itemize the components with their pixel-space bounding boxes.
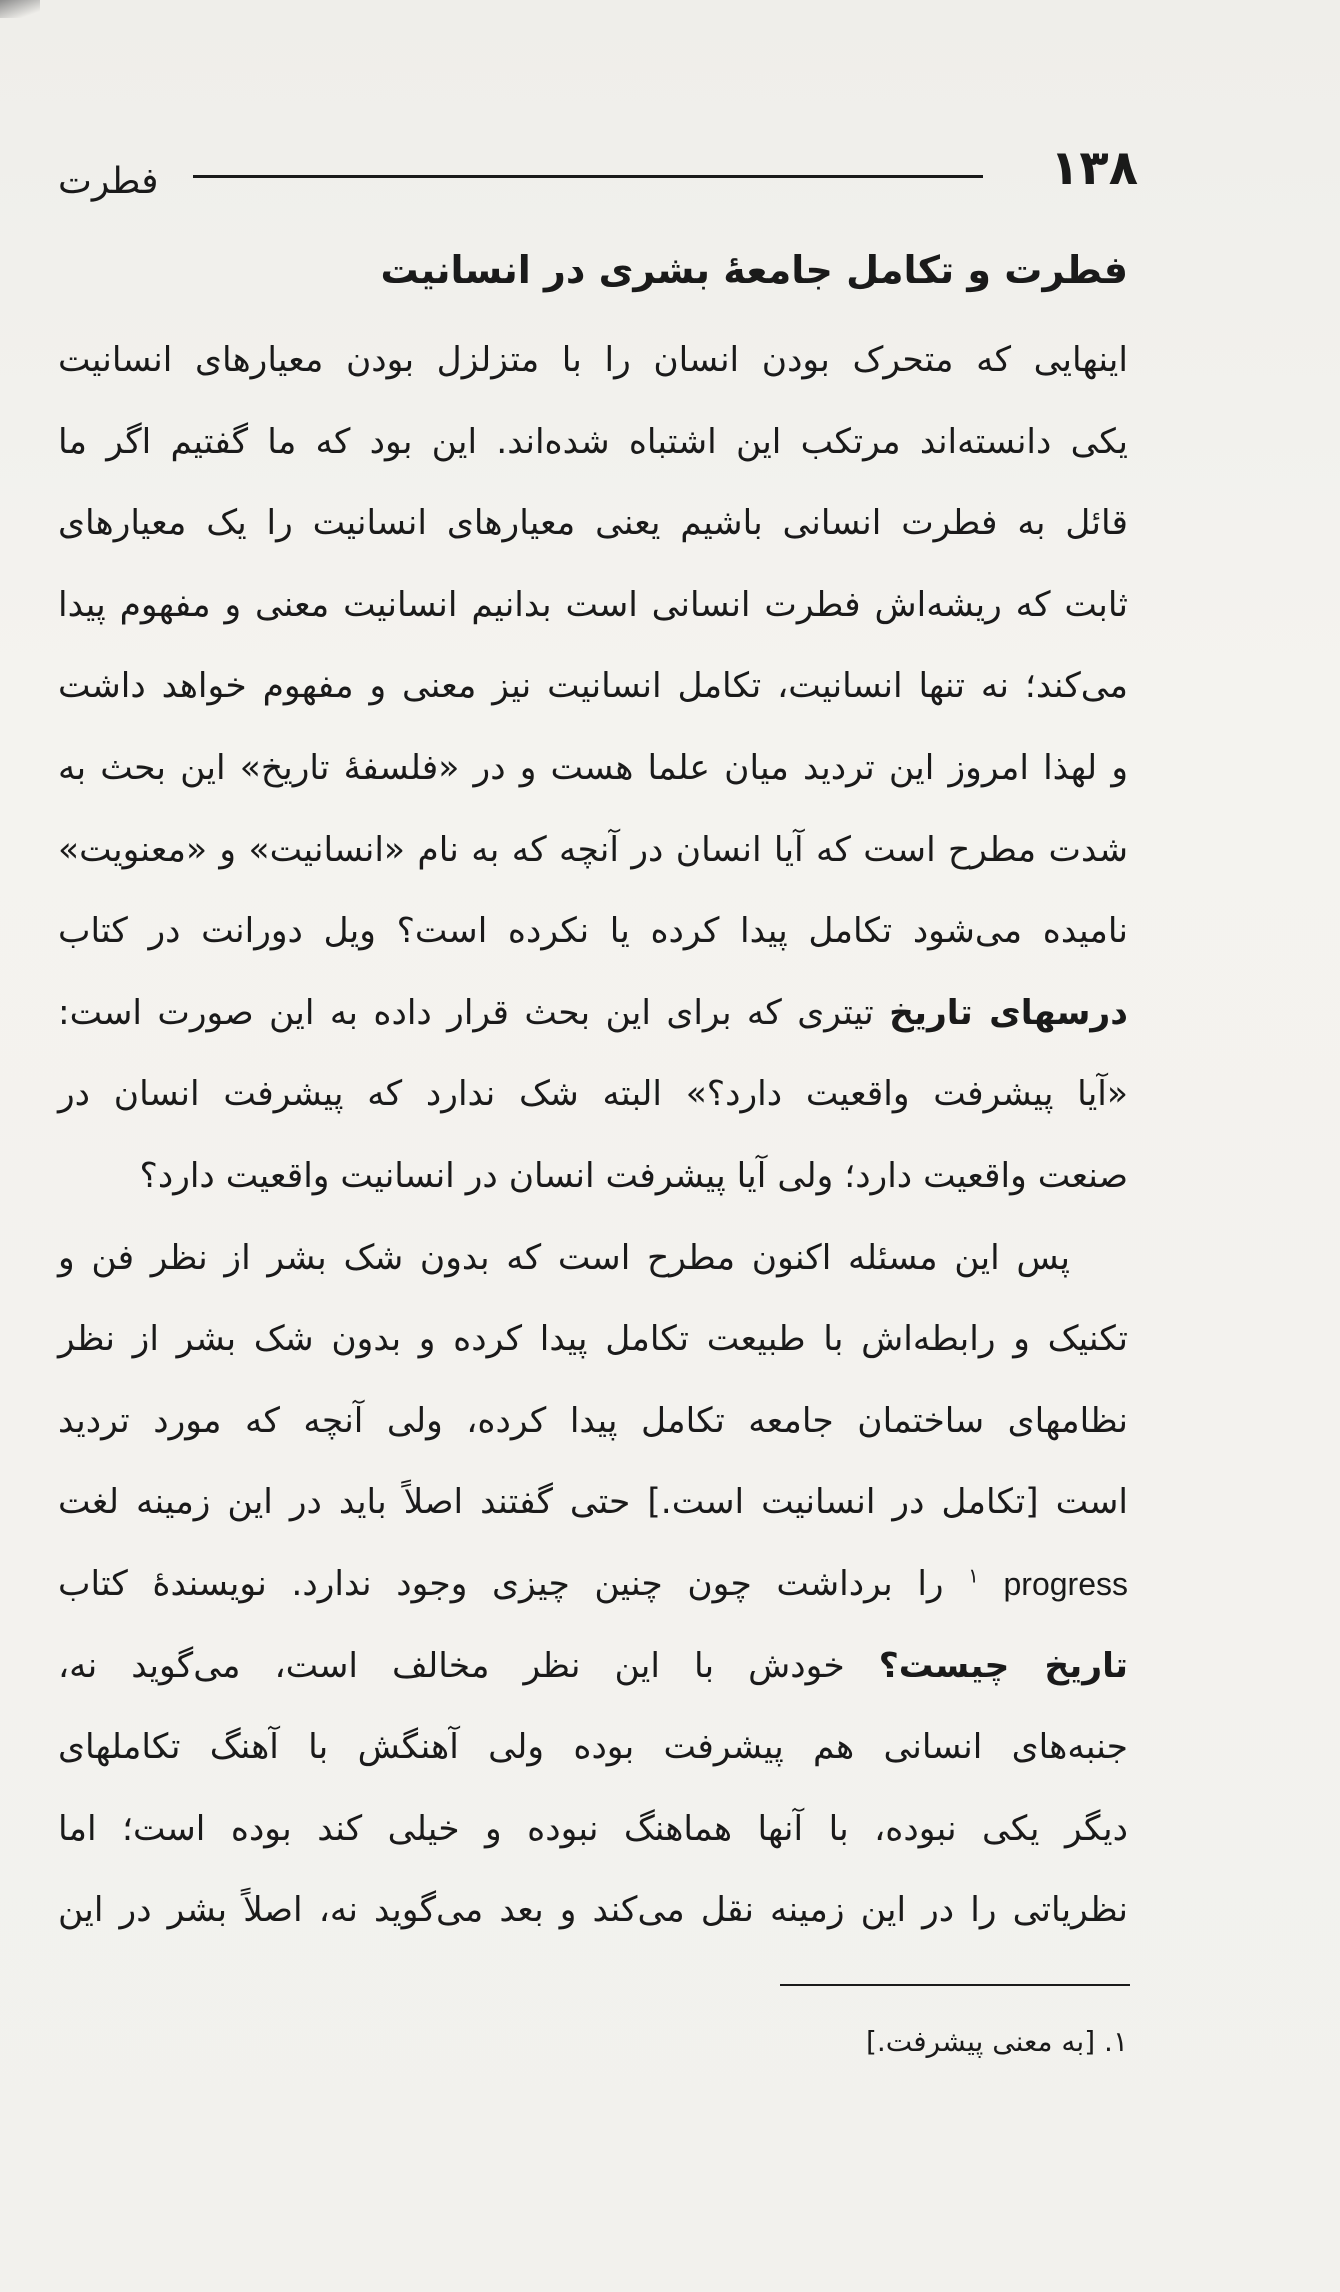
running-title: فطرت bbox=[58, 161, 159, 202]
page-number: ۱۳۸ bbox=[1050, 140, 1138, 196]
text-line: و لهذا امروز این تردید میان علما هست و در «فلسفهٔ تاریخ» این بحث به bbox=[58, 747, 1128, 788]
text-line: قائل به فطرت انسانی باشیم یعنی معیارهای انسانیت را یک معیارهای bbox=[58, 503, 1128, 544]
body-text bbox=[58, 320, 1128, 1952]
text-line: یکی دانسته‌اند مرتکب این اشتباه شده‌اند. این بود که ما گفتیم اگر ما bbox=[58, 421, 1128, 462]
header-rule bbox=[193, 175, 983, 178]
running-header bbox=[58, 138, 1138, 208]
text-fragment: تیتری که برای این بحث قرار داده به این صورت است: bbox=[58, 992, 874, 1033]
section-heading: فطرت و تکامل جامعهٔ بشری در انسانیت bbox=[380, 248, 1128, 292]
text-line: اینهایی که متحرک بودن انسان را با متزلزل بودن معیارهای انسانیت bbox=[58, 340, 1128, 380]
text-line: تکنیک و رابطه‌اش با طبیعت تکامل پیدا کرده و بدون شک بشر از نظر bbox=[58, 1319, 1128, 1360]
text-fragment: را برداشت چون چنین چیزی وجود ندارد. نویسندهٔ کتاب bbox=[58, 1563, 944, 1604]
text-line: دیگر یکی نبوده، با آنها هماهنگ نبوده و خیلی کند بوده است؛ اما bbox=[58, 1808, 1128, 1849]
text-line: پس این مسئله اکنون مطرح است که بدون شک بشر از نظر فن و bbox=[58, 1237, 1070, 1278]
text-line bbox=[58, 973, 1128, 1055]
text-line: است [تکامل در انسانیت است.] حتی گفتند اصلاً باید در این زمینه لغت bbox=[58, 1482, 1128, 1523]
text-line: «آیا پیشرفت واقعیت دارد؟» البته شک ندارد که پیشرفت انسان در bbox=[58, 1074, 1128, 1115]
page-corner-shadow bbox=[0, 0, 40, 18]
footnote-rule bbox=[780, 1984, 1130, 1986]
latin-word: progress bbox=[1003, 1565, 1128, 1602]
footnote: ۱. [به معنی پیشرفت.] bbox=[865, 2025, 1128, 2058]
text-line: شدت مطرح است که آیا انسان در آنچه که به نام «انسانیت» و «معنویت» bbox=[58, 829, 1128, 870]
text-line: نامیده می‌شود تکامل پیدا کرده یا نکرده است؟ ویل دورانت در کتاب bbox=[58, 911, 1128, 952]
text-fragment: خودش با این نظر مخالف است، می‌گوید نه، bbox=[58, 1645, 845, 1686]
text-line: ثابت که ریشه‌اش فطرت انسانی است بدانیم انسانیت معنی و مفهوم پیدا bbox=[58, 584, 1128, 625]
text-line: می‌کند؛ نه تنها انسانیت، تکامل انسانیت نیز معنی و مفهوم خواهد داشت bbox=[58, 666, 1128, 707]
text-line: نظریاتی را در این زمینه نقل می‌کند و بعد می‌گوید نه، اصلاً بشر در این bbox=[58, 1890, 1128, 1931]
text-line: نظامهای ساختمان جامعه تکامل پیدا کرده، ولی آنچه که مورد تردید bbox=[58, 1400, 1128, 1441]
text-line bbox=[58, 1626, 1128, 1708]
text-line bbox=[58, 1544, 1128, 1626]
text-line: صنعت واقعیت دارد؛ ولی آیا پیشرفت انسان در انسانیت واقعیت دارد؟ bbox=[139, 1155, 1128, 1196]
text-line: جنبه‌های انسانی هم پیشرفت بوده ولی آهنگش با آهنگ تکاملهای bbox=[58, 1727, 1128, 1768]
book-title-lessons-of-history: درسهای تاریخ bbox=[889, 992, 1128, 1033]
footnote-marker: ۱ bbox=[968, 1563, 979, 1588]
book-title-what-is-history: تاریخ چیست؟ bbox=[878, 1645, 1129, 1686]
